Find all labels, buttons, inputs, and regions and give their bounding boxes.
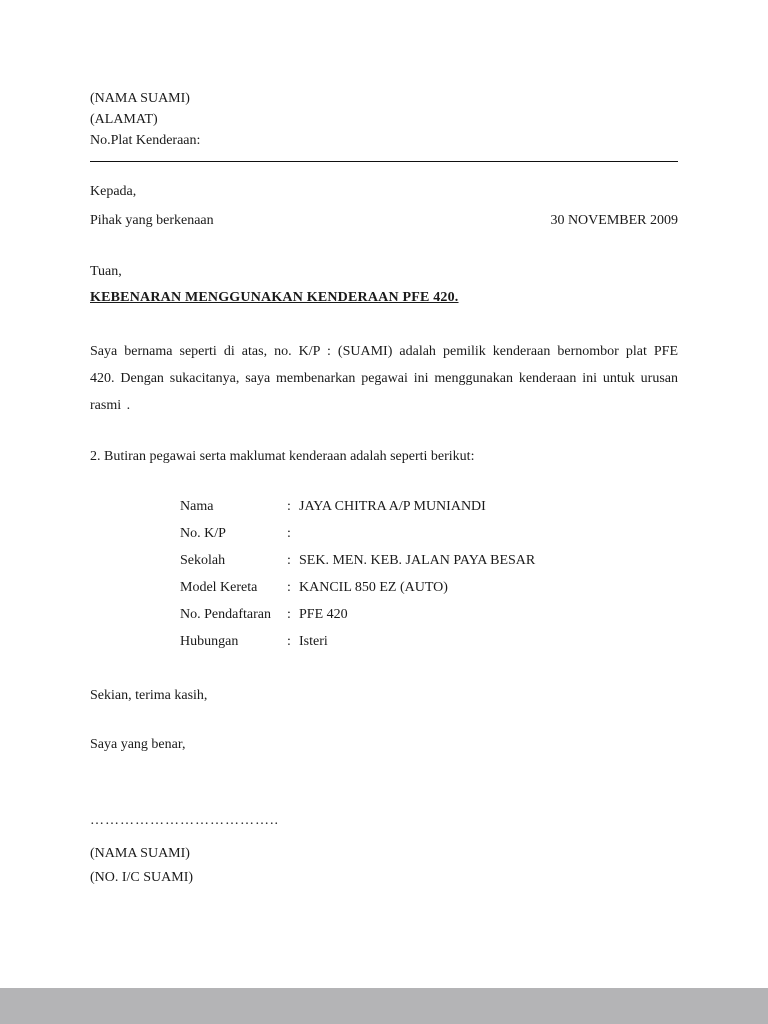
detail-label: No. K/P (180, 526, 226, 541)
detail-label: Nama (180, 499, 214, 514)
recipient-kepada: Kepada, (90, 184, 137, 199)
recipient-date-row (90, 213, 678, 229)
detail-value: JAYA CHITRA A/P MUNIANDI (299, 499, 486, 514)
detail-row-model-kereta (180, 574, 678, 601)
signature-dotted-line: ……………………………….. (90, 813, 279, 828)
detail-row-sekolah (180, 547, 678, 574)
subject-line: KEBENARAN MENGGUNAKAN KENDERAAN PFE 420. (90, 290, 459, 305)
detail-value: Isteri (299, 634, 328, 649)
item-2-intro: 2. Butiran pegawai serta maklumat kenderaan adalah seperti berikut: (90, 449, 475, 464)
sender-name: (NAMA SUAMI) (90, 91, 190, 106)
detail-value: PFE 420 (299, 607, 348, 622)
detail-separator: : (287, 634, 291, 649)
detail-row-no-pendaftaran (180, 601, 678, 628)
signature-ic: (NO. I/C SUAMI) (90, 870, 194, 885)
body-paragraph: Saya bernama seperti di atas, no. K/P : (SUAMI) adalah pemilik kenderaan bernombor plat PFE 420. Dengan sukacitanya, saya membenarkan pegawai ini menggunakan kenderaan ini untuk urusan rasmi . (90, 344, 678, 413)
details-table (180, 493, 678, 655)
detail-separator: : (287, 526, 291, 541)
detail-value: SEK. MEN. KEB. JALAN PAYA BESAR (299, 553, 536, 568)
closing-sincerely: Saya yang benar, (90, 737, 186, 752)
detail-row-hubungan (180, 628, 678, 655)
header-divider (90, 161, 678, 162)
sender-plate-label: No.Plat Kenderaan: (90, 133, 201, 148)
detail-label: Sekolah (180, 553, 226, 568)
salutation: Tuan, (90, 264, 122, 279)
letter-date: 30 NOVEMBER 2009 (550, 213, 678, 228)
detail-label: Hubungan (180, 634, 239, 649)
detail-separator: : (287, 553, 291, 568)
detail-row-no-kp (180, 520, 678, 547)
detail-row-nama (180, 493, 678, 520)
page-bottom-gap (0, 988, 768, 1024)
detail-label: No. Pendaftaran (180, 607, 271, 622)
detail-value (299, 520, 678, 547)
closing-thanks: Sekian, terima kasih, (90, 688, 208, 703)
sender-address: (ALAMAT) (90, 112, 158, 127)
detail-separator: : (287, 607, 291, 622)
detail-label: Model Kereta (180, 580, 258, 595)
detail-separator: : (287, 499, 291, 514)
signature-name: (NAMA SUAMI) (90, 846, 190, 861)
recipient-to-whom: Pihak yang berkenaan (90, 213, 214, 228)
detail-value: KANCIL 850 EZ (AUTO) (299, 580, 448, 595)
detail-separator: : (287, 580, 291, 595)
